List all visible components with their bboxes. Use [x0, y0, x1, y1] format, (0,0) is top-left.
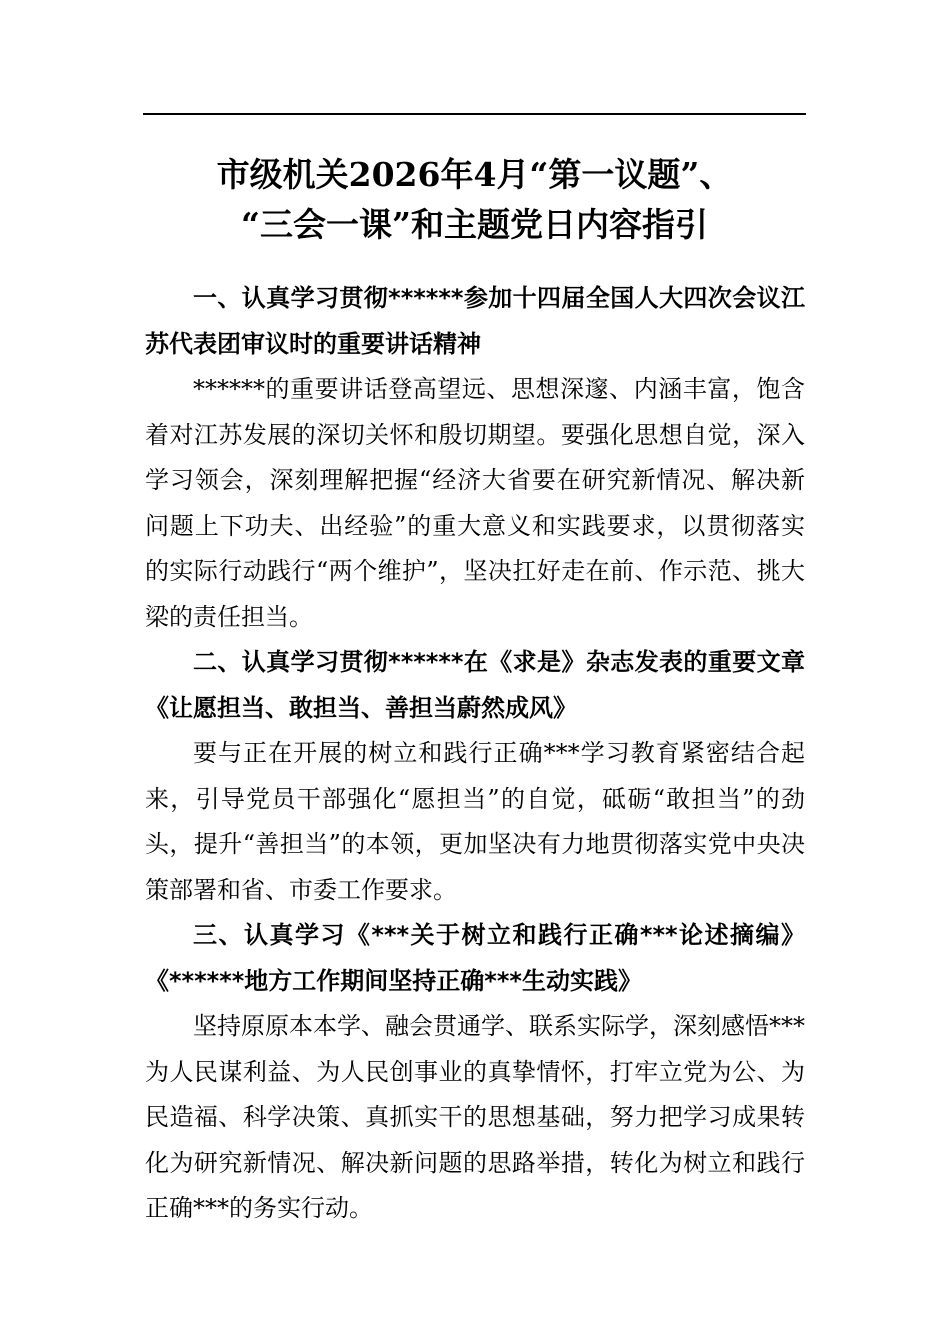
document-body	[145, 276, 805, 1232]
title-line-1: 市级机关2026年4月“第一议题”、	[216, 155, 733, 194]
section-3-heading: 三、认真学习《***关于树立和践行正确***论述摘编》《******地方工作期间坚持正确***生动实践》	[145, 921, 805, 995]
document-title	[143, 150, 806, 250]
section-3-body: 坚持原原本本学、融会贯通学、联系实际学，深刻感悟***为人民谋利益、为人民创事业的真挚情怀，打牢立党为公、为民造福、科学决策、真抓实干的思想基础，努力把学习成果转化为研究新情况、解决新问题的思路举措，转化为树立和践行正确***的务实行动。	[145, 1012, 805, 1222]
header-rule	[143, 113, 806, 115]
section-2-heading: 二、认真学习贯彻******在《求是》杂志发表的重要文章《让愿担当、敢担当、善担当蔚然成风》	[145, 648, 805, 722]
section-1-body: ******的重要讲话登高望远、思想深邃、内涵丰富，饱含着对江苏发展的深切关怀和殷切期望。要强化思想自觉，深入学习领会，深刻理解把握“经济大省要在研究新情况、解决新问题上下功夫、出经验”的重大意义和实践要求，以贯彻落实的实际行动践行“两个维护”，坚决扛好走在前、作示范、挑大梁的责任担当。	[145, 375, 805, 631]
section-2-body: 要与正在开展的树立和践行正确***学习教育紧密结合起来，引导党员干部强化“愿担当”的自觉，砥砺“敢担当”的劲头，提升“善担当”的本领，更加坚决有力地贯彻落实党中央决策部署和省、市委工作要求。	[145, 739, 805, 904]
section-1-heading: 一、认真学习贯彻******参加十四届全国人大四次会议江苏代表团审议时的重要讲话精神	[145, 284, 805, 358]
title-line-2: “三会一课”和主题党日内容指引	[241, 205, 708, 244]
